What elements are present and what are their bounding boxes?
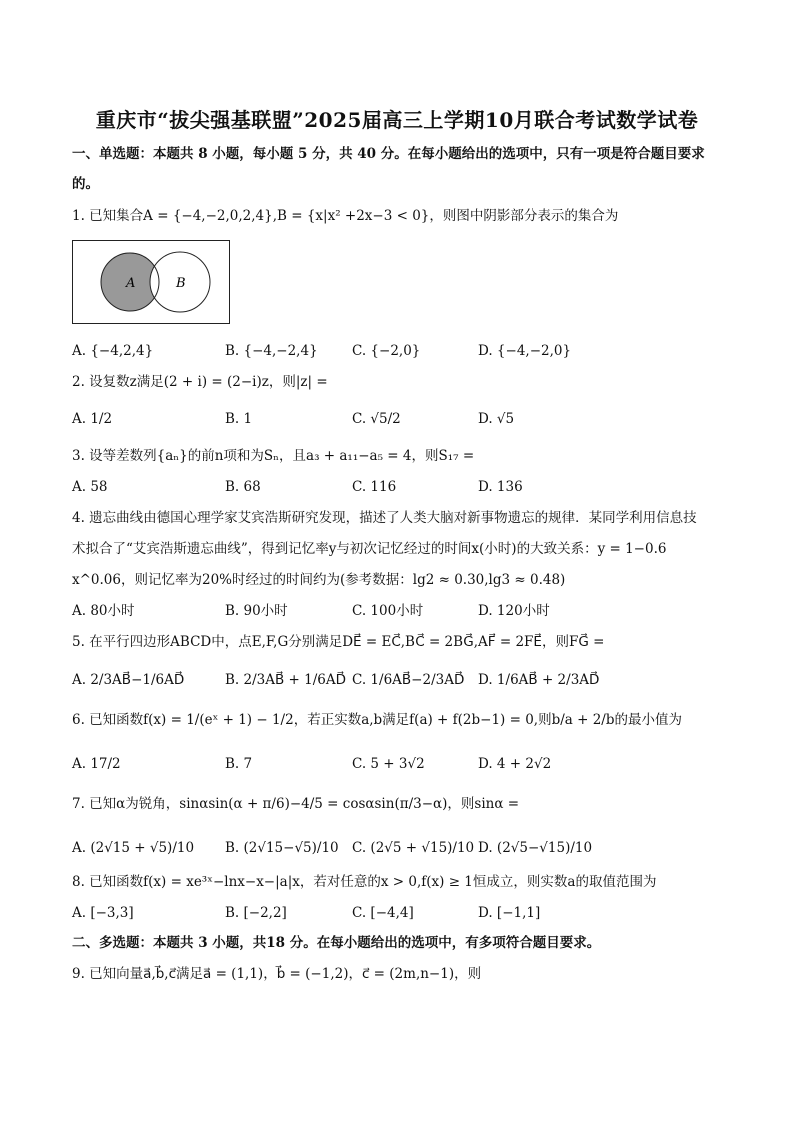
q8-option-b: B. [−2,2]	[225, 905, 287, 921]
q5-option-a: A. 2/3AB⃗−1/6AD⃗	[72, 672, 185, 688]
q5-option-c: C. 1/6AB⃗−2/3AD⃗	[352, 672, 465, 688]
q3-option-a: A. 58	[72, 479, 108, 495]
question-5-stem: 5. 在平行四边形ABCD中，点E,F,G分别满足DE⃗ = EC⃗,BC⃗ = 2BG⃗,AF⃗ = 2FE⃗，则FG⃗ =	[72, 634, 605, 650]
page-title: 重庆市“拔尖强基联盟”2025届高三上学期10月联合考试数学试卷	[95, 108, 699, 132]
q1-option-d: D. {−4,−2,0}	[478, 343, 572, 359]
q7-option-a: A. (2√15 + √5)/10	[72, 840, 195, 856]
q1-option-c: C. {−2,0}	[352, 343, 421, 359]
venn-diagram	[72, 240, 230, 324]
question-6-stem: 6. 已知函数f(x) = 1/(eˣ + 1) − 1/2，若正实数a,b满足f(a) + f(2b−1) = 0,则b/a + 2/b的最小值为	[72, 712, 682, 728]
q7-option-b: B. (2√15−√5)/10	[225, 840, 339, 856]
question-7-stem: 7. 已知α为锐角，sinαsin(α + π/6)−4/5 = cosαsin(π/3−α)，则sinα =	[72, 796, 520, 812]
section2-header: 二、多选题：本题共 3 小题，共18 分。在每小题给出的选项中，有多项符合题目要求。	[72, 935, 601, 951]
question-9-stem: 9. 已知向量a⃗,b⃗,c⃗满足a⃗ = (1,1)，b⃗ = (−1,2)，c⃗ = (2m,n−1)，则	[72, 966, 482, 982]
q8-option-c: C. [−4,4]	[352, 905, 414, 921]
venn-label-b: B	[176, 276, 186, 291]
venn-label-a: A	[126, 276, 136, 291]
section1-header-line1: 一、单选题：本题共 8 小题，每小题 5 分，共 40 分。在每小题给出的选项中，只有一项是符合题目要求	[72, 146, 705, 162]
q7-option-d: D. (2√5−√15)/10	[478, 840, 593, 856]
q4-option-d: D. 120小时	[478, 603, 550, 619]
q2-option-b: B. 1	[225, 411, 253, 427]
q5-option-d: D. 1/6AB⃗ + 2/3AD⃗	[478, 672, 600, 688]
q5-option-b: B. 2/3AB⃗ + 1/6AD⃗	[225, 672, 347, 688]
q1-option-b: B. {−4,−2,4}	[225, 343, 318, 359]
question-4-stem-line2: 术拟合了“艾宾浩斯遗忘曲线”，得到记忆率y与初次记忆经过的时间x(小时)的大致关系：y = 1−0.6	[72, 541, 667, 557]
q2-option-d: D. √5	[478, 411, 515, 427]
question-4-stem-line1: 4. 遗忘曲线由德国心理学家艾宾浩斯研究发现，描述了人类大脑对新事物遗忘的规律．某同学利用信息技	[72, 510, 697, 526]
question-2-stem: 2. 设复数z满足(2 + i) = (2−i)z，则|z| =	[72, 374, 328, 390]
q2-option-a: A. 1/2	[72, 411, 113, 427]
q4-option-b: B. 90小时	[225, 603, 288, 619]
q4-option-c: C. 100小时	[352, 603, 424, 619]
q8-option-a: A. [−3,3]	[72, 905, 134, 921]
q6-option-a: A. 17/2	[72, 756, 121, 772]
q7-option-c: C. (2√5 + √15)/10	[352, 840, 475, 856]
q2-option-c: C. √5/2	[352, 411, 401, 427]
q4-option-a: A. 80小时	[72, 603, 135, 619]
q3-option-c: C. 116	[352, 479, 397, 495]
question-1-stem: 1. 已知集合A = {−4,−2,0,2,4},B = {x|x² +2x−3 < 0}，则图中阴影部分表示的集合为	[72, 208, 619, 224]
q6-option-c: C. 5 + 3√2	[352, 756, 425, 772]
section1-header-line2: 的。	[72, 176, 99, 192]
q6-option-b: B. 7	[225, 756, 253, 772]
q6-option-d: D. 4 + 2√2	[478, 756, 552, 772]
question-8-stem: 8. 已知函数f(x) = xe³ˣ−lnx−x−|a|x，若对任意的x > 0,f(x) ≥ 1恒成立，则实数a的取值范围为	[72, 874, 657, 890]
q8-option-d: D. [−1,1]	[478, 905, 541, 921]
question-4-stem-line3: x^0.06，则记忆率为20%时经过的时间约为(参考数据：lg2 ≈ 0.30,lg3 ≈ 0.48)	[72, 572, 566, 588]
question-3-stem: 3. 设等差数列{aₙ}的前n项和为Sₙ，且a₃ + a₁₁−a₅ = 4，则S₁₇ =	[72, 448, 475, 464]
q3-option-b: B. 68	[225, 479, 261, 495]
q1-option-a: A. {−4,2,4}	[72, 343, 154, 359]
q3-option-d: D. 136	[478, 479, 523, 495]
